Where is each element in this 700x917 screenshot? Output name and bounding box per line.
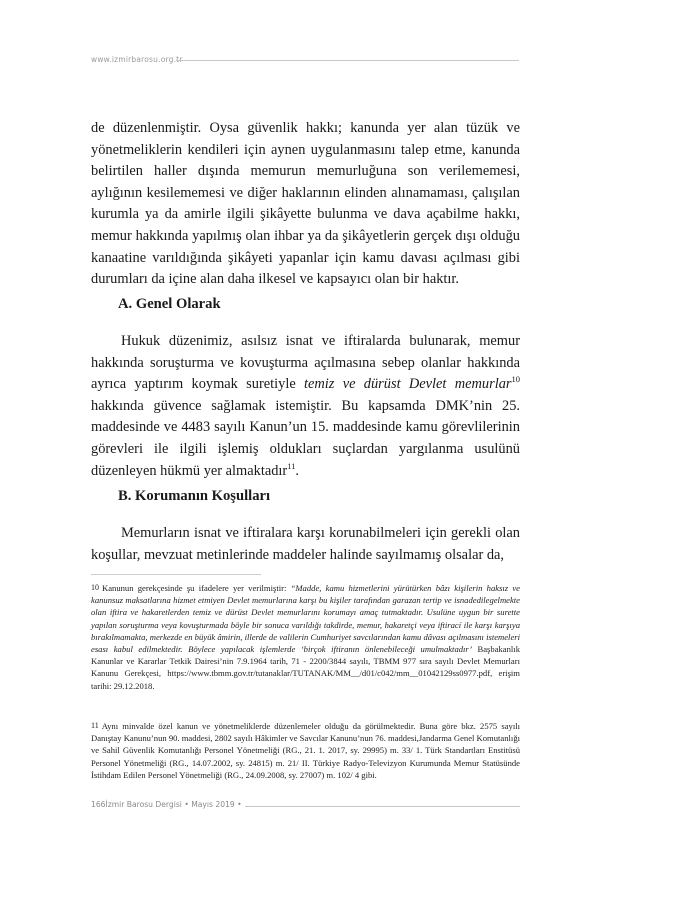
footnote-ref-10[interactable]: 10 <box>511 374 520 385</box>
paragraph-3: Memurların isnat ve iftiralara karşı korunabilmeleri için gerekli olan koşullar, mevzuat metinlerinde maddeler halinde sayılmamış olsalar da, <box>91 525 520 563</box>
footer-rule <box>245 806 520 807</box>
footnote-10-text-a: Kanunun gerekçesinde şu ifadelere yer verilmiştir: <box>102 583 291 593</box>
footnote-10-quote: “Madde, kamu hizmetlerini yürütürken bâzı kişilerin haksız ve kanunsuz maksatlarına hizmet etmiyen Devlet memurlarına karşı bu kişiler tarafından garazan tertip ve isnadedilegelmekte olan iftira ve hakaretlerden temiz ve dürüst Devlet memurlarını korumayı amaç tutmaktadır. Usulüne uygun bir surette yapılan soruşturma veya kovuşturmada böyle bir sonuca varıldığı takdirde, memur, hakaretçi veya iftirací ile karşı karşıya bırakılmamakta, merkezde en büyük âmirin, illerde de valilerin Cumhuriyet savcılarından kamu dâvası açılmasını istemeleri esası kabul edilmektedir. Böylece yapılacak işlemlerde ‘birçok iftiranın önlenebileceği umulmaktadır’ <box>91 583 521 655</box>
footnote-10-number: 10 <box>91 583 99 592</box>
footnote-11 <box>91 720 520 781</box>
paragraph-1: de düzenlenmiştir. Oysa güvenlik hakkı; kanunda yer alan tüzük ve yönetmeliklerin kendileri için aynen uygulanmasını talep etme, kanunda belirtilen haller dışında memurun memurluğuna son verilememesi, aylığının kesilememesi ve diğer haklarının elinden alınamaması, çalışılan kurumla ya da amirle ilgili şikâyette bulunma ve dava açabilme hakkı, memur hakkında yapılmış olan ihbar ya da şikâyetlerin gerçek dışı olduğu kanaatine varıldığında şikâyeti yapanlar için kamu davası açılması gibi durumları da içine alan daha ilkesel ve kapsayıcı olan bir haktır. <box>91 120 520 288</box>
paragraph-2-text-b: hakkında güvence sağlamak istemiştir. Bu kapsamda DMK’nin 25. maddesinde ve 4483 sayılı Kanun’un 15. maddesinde kamu görevlilerinin görevleri ile ilgili işlemiş oldukları suçlardan yargılanma usulünü düzenleyen hükmü yer almaktadır <box>91 397 520 479</box>
page-footer: 166İzmir Barosu Dergisi • Mayıs 2019 • <box>91 800 242 809</box>
paragraph-2-text-a: Hukuk düzenimiz, asılsız isnat ve iftiralarda bulunarak, memur hakkında soruşturma ve kovuşturma açılmasına sebep olanlar hakkında ayrıca yaptırım koymak suretiyle <box>91 333 520 393</box>
paragraph-genel <box>91 331 520 482</box>
footnote-10 <box>91 582 520 692</box>
paragraph-kosullar <box>91 523 520 566</box>
footnote-ref-11[interactable]: 11 <box>287 460 296 471</box>
heading-korumanin-kosullari: B. Korumanın Koşulları <box>118 488 271 504</box>
footnote-10-text-b: Başbakanlık Kanunlar ve Kararlar Tetkik Dairesi’nin 7.9.1964 tarih, 71 - 2200/3844 sayılı, TBMM 977 sıra sayılı Devlet Memurları Kanunu Gerekçesi, https://www.tbmm.gov.tr/tutanaklar/TUTANAK/MM__/d01/c042/mm__01042129ss0977.pdf, erişim tarihi: 29.12.2018. <box>91 644 520 691</box>
header-rule <box>176 60 519 61</box>
paragraph-intro <box>91 118 520 291</box>
heading-genel-olarak: A. Genel Olarak <box>118 296 221 312</box>
paragraph-2-text-c: . <box>295 462 299 479</box>
footnote-11-number: 11 <box>91 721 99 730</box>
footnote-separator <box>91 574 261 575</box>
paragraph-2 <box>91 331 520 482</box>
footnote-11-text: Aynı minvalde özel kanun ve yönetmeliklerde düzenlemeler olduğu da görülmektedir. Buna göre bkz. 2575 sayılı Danıştay Kanunu’nun 90. maddesi, 2802 sayılı Hâkimler ve Savcılar Kanunu’nun 76. maddesi,Jandarma Genel Komutanlığı ve Sahil Güvenlik Komutanlığı Personel Yönetmeliği (RG., 21. 1. 2017, sy. 29995) m. 33/ 1. Türk Standartları Enstitüsü Personel Yönetmeliği (RG., 14.07.2002, sy. 24815) m. 21/ II. Türkiye Radyo-Televizyon Kurumunda Memur Statüsünde İstihdam Edilen Personel Yönetmeliği (RG., 24.09.2008, sy. 27007) m. 102/ 4 gibi. <box>91 721 520 780</box>
header-url: www.izmirbarosu.org.tr <box>91 55 183 64</box>
paragraph-2-italic: temiz ve dürüst Devlet memurlar <box>304 376 512 393</box>
